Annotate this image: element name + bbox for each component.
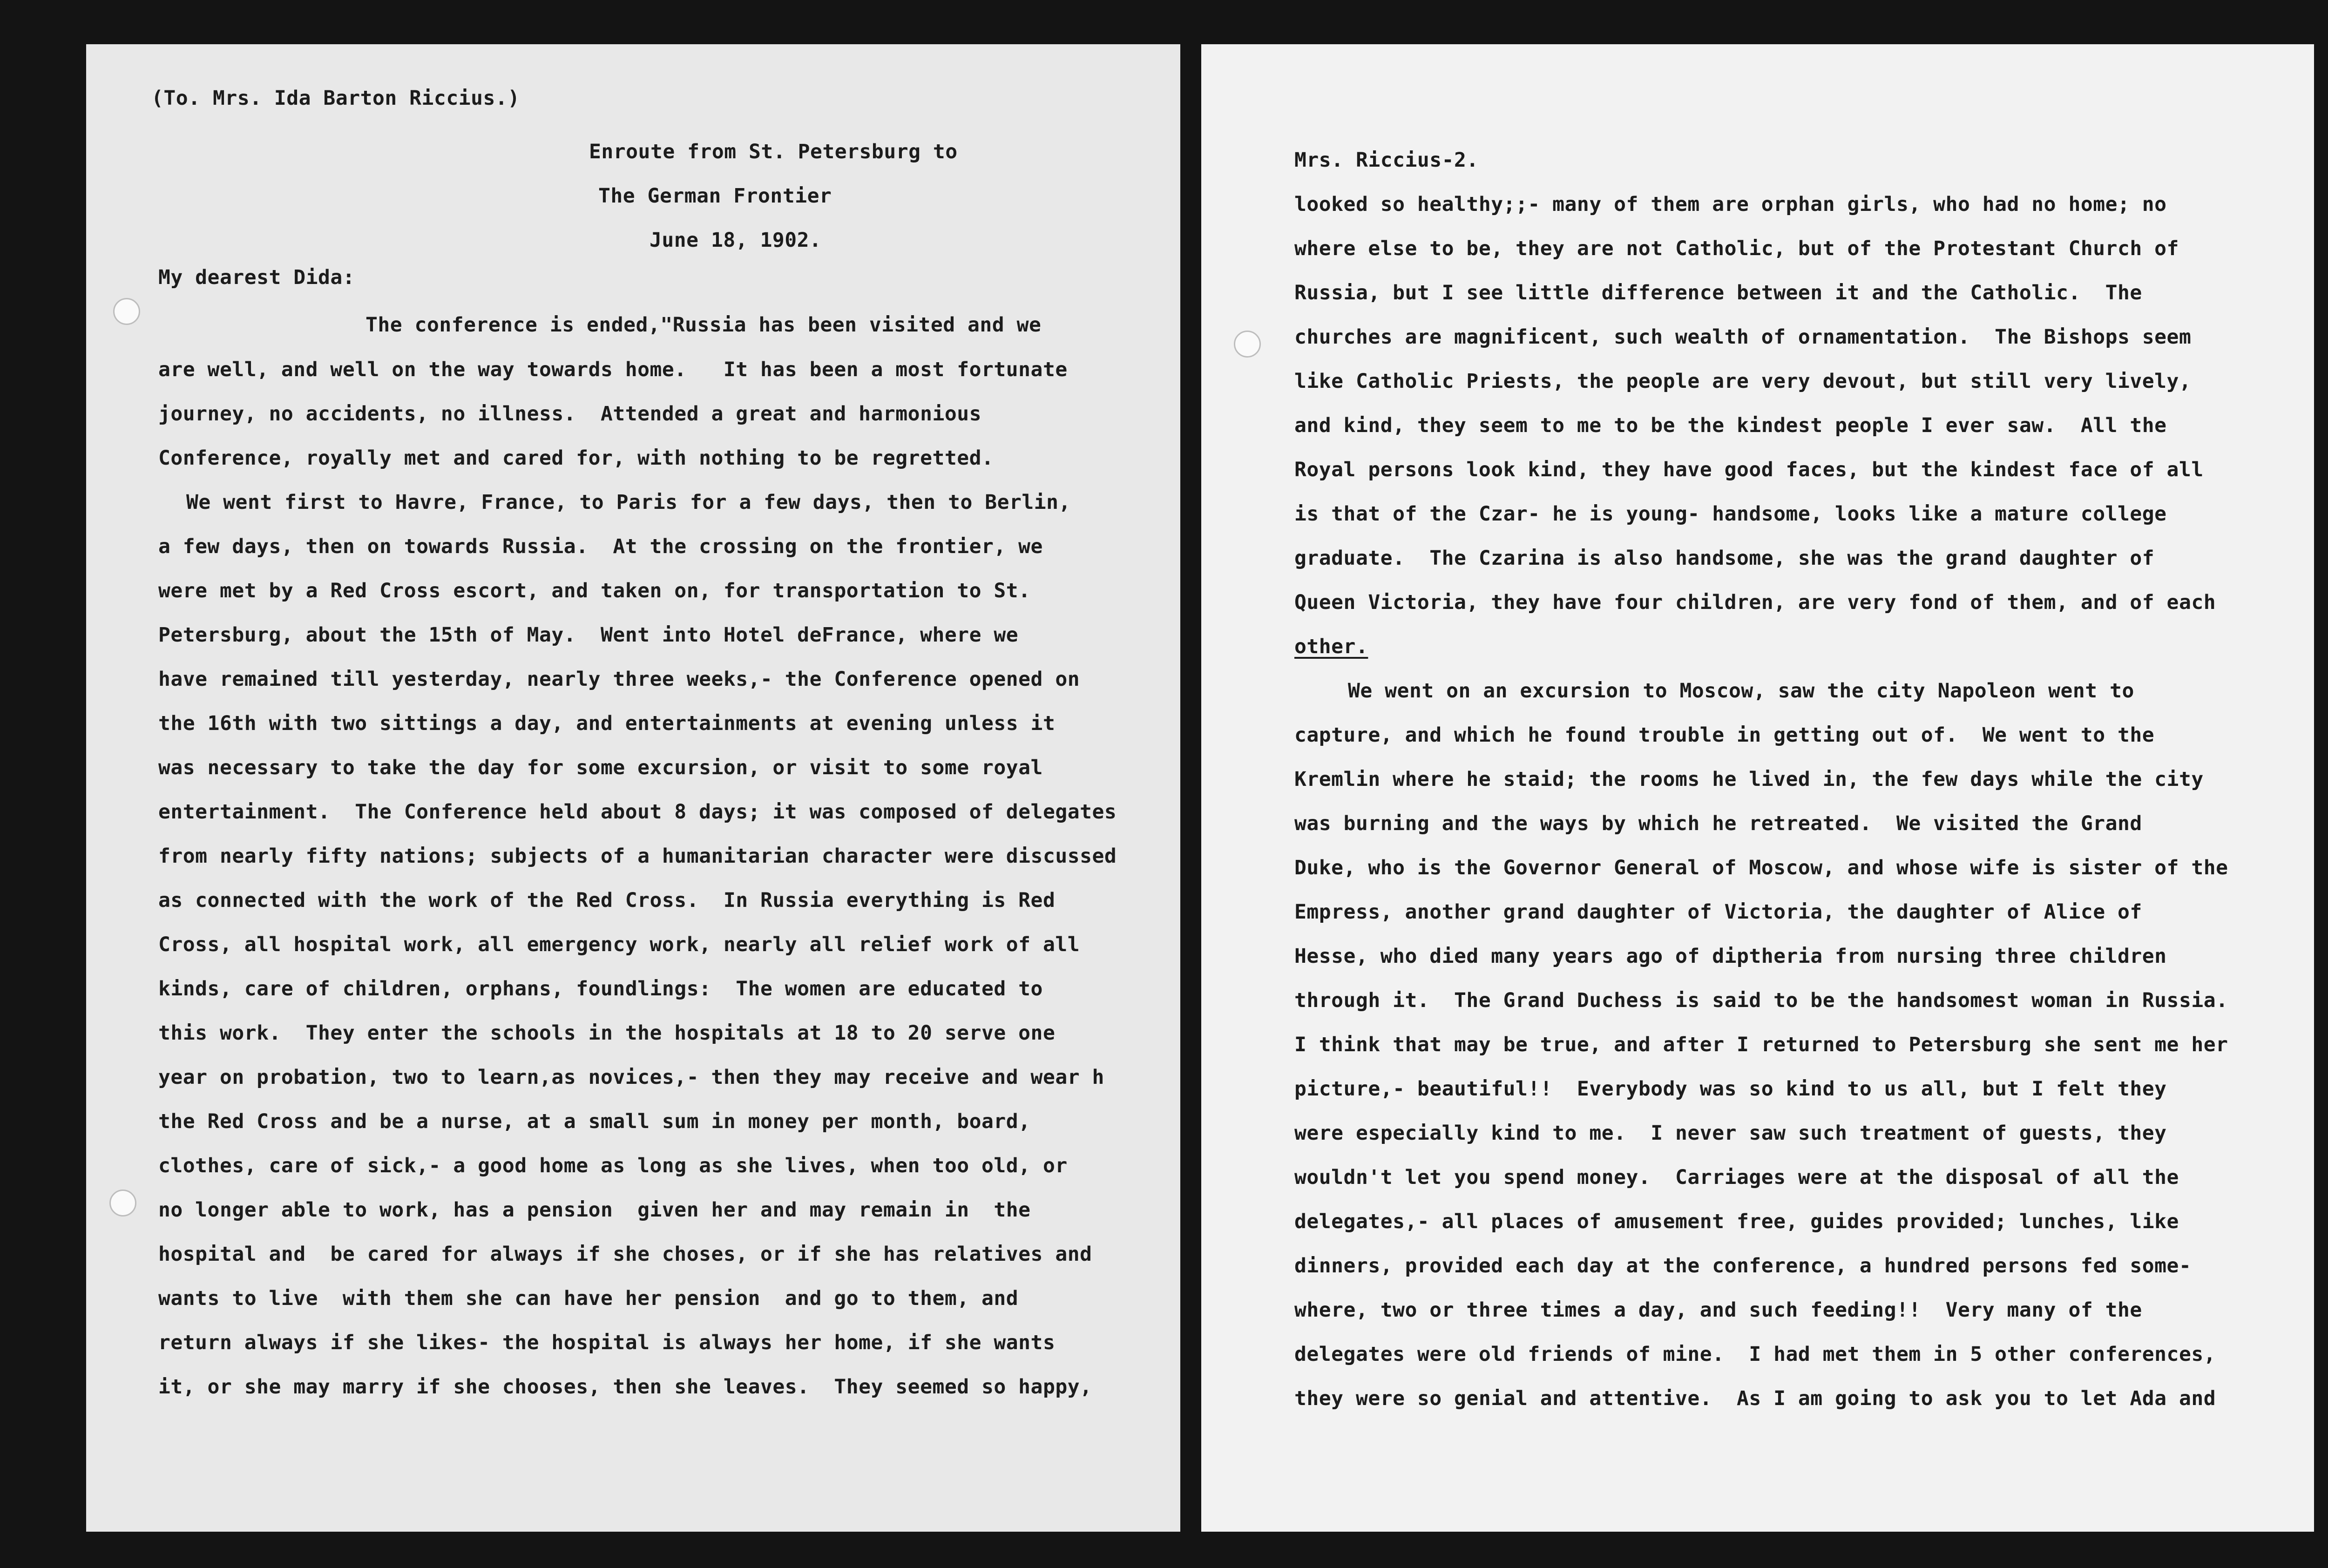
body-line: Russia, but I see little difference between it and the Catholic. The [1294, 281, 2142, 304]
body-line: return always if she likes- the hospital is always her home, if she wants [158, 1331, 1056, 1354]
salutation: My dearest Dida: [158, 266, 355, 289]
body-line: this work. They enter the schools in the hospitals at 18 to 20 serve one [158, 1021, 1056, 1045]
body-line: delegates were old friends of mine. I had met them in 5 other conferences, [1294, 1343, 2216, 1366]
body-line: the 16th with two sittings a day, and entertainments at evening unless it [158, 712, 1056, 735]
body-line: have remained till yesterday, nearly three weeks,- the Conference opened on [158, 668, 1080, 691]
body-line: hospital and be cared for always if she choses, or if she has relatives and [158, 1243, 1092, 1266]
body-line: they were so genial and attentive. As I am going to ask you to let Ada and [1294, 1387, 2216, 1410]
body-line: through it. The Grand Duchess is said to be the handsomest woman in Russia. [1294, 989, 2228, 1012]
body-line: Cross, all hospital work, all emergency work, nearly all relief work of all [158, 933, 1080, 956]
dateline-1: Enroute from St. Petersburg to [589, 140, 958, 163]
body-line: delegates,- all places of amusement free, guides provided; lunches, like [1294, 1210, 2179, 1233]
body-line: as connected with the work of the Red Cross. In Russia everything is Red [158, 889, 1056, 912]
body-line: clothes, care of sick,- a good home as long as she lives, when too old, or [158, 1154, 1068, 1177]
dateline-3: June 18, 1902. [650, 229, 822, 252]
body-line: Kremlin where he staid; the rooms he lived in, the few days while the city [1294, 768, 2204, 791]
dateline-2: The German Frontier [598, 184, 832, 208]
body-line: capture, and which he found trouble in getting out of. We went to the [1294, 723, 2155, 747]
body-line: like Catholic Priests, the people are very devout, but still very lively, [1294, 370, 2192, 393]
body-line: was necessary to take the day for some excursion, or visit to some royal [158, 756, 1043, 779]
body-line: looked so healthy;;- many of them are orphan girls, who had no home; no [1294, 193, 2167, 216]
body-line: The conference is ended,"Russia has been visited and we [365, 313, 1042, 337]
punch-hole [1234, 331, 1261, 358]
body-line: it, or she may marry if she chooses, then she leaves. They seemed so happy, [158, 1375, 1092, 1399]
body-line: graduate. The Czarina is also handsome, she was the grand daughter of [1294, 547, 2155, 570]
body-line: Conference, royally met and cared for, with nothing to be regretted. [158, 446, 994, 470]
body-line: We went on an excursion to Moscow, saw the city Napoleon went to [1348, 679, 2134, 703]
body-line: and kind, they seem to me to be the kindest people I ever saw. All the [1294, 414, 2167, 437]
body-line: wants to live with them she can have her pension and go to them, and [158, 1287, 1019, 1310]
body-line: were especially kind to me. I never saw such treatment of guests, they [1294, 1122, 2167, 1145]
body-line: kinds, care of children, orphans, foundlings: The women are educated to [158, 977, 1043, 1000]
page-gutter [1180, 44, 1201, 1532]
body-line: picture,- beautiful!! Everybody was so kind to us all, but I felt they [1294, 1077, 2167, 1101]
body-line: Queen Victoria, they have four children, are very fond of them, and of each [1294, 591, 2216, 614]
body-line: churches are magnificent, such wealth of ornamentation. The Bishops seem [1294, 325, 2192, 349]
body-line: year on probation, two to learn,as novices,- then they may receive and wear h [158, 1066, 1104, 1089]
body-line: entertainment. The Conference held about 8 days; it was composed of delegates [158, 800, 1117, 824]
body-line: Duke, who is the Governor General of Moscow, and whose wife is sister of the [1294, 856, 2228, 879]
body-line: from nearly fifty nations; subjects of a humanitarian character were discussed [158, 845, 1117, 868]
body-line: journey, no accidents, no illness. Attended a great and harmonious [158, 402, 982, 426]
body-line: the Red Cross and be a nurse, at a small sum in money per month, board, [158, 1110, 1031, 1133]
body-line: Petersburg, about the 15th of May. Went into Hotel deFrance, where we [158, 623, 1019, 647]
body-line: I think that may be true, and after I returned to Petersburg she sent me her [1294, 1033, 2228, 1056]
letter-page-1 [86, 44, 1180, 1532]
body-line: was burning and the ways by which he retreated. We visited the Grand [1294, 812, 2142, 835]
recipient-line: (To. Mrs. Ida Barton Riccius.) [151, 87, 520, 110]
page-header: Mrs. Riccius-2. [1294, 149, 1479, 172]
body-line: where, two or three times a day, and such feeding!! Very many of the [1294, 1298, 2142, 1322]
letter-page-2 [1201, 44, 2314, 1532]
body-line: is that of the Czar- he is young- handsome, looks like a mature college [1294, 502, 2167, 526]
body-line: dinners, provided each day at the conference, a hundred persons fed some- [1294, 1254, 2192, 1277]
punch-hole [113, 298, 140, 325]
body-line: wouldn't let you spend money. Carriages were at the disposal of all the [1294, 1166, 2179, 1189]
body-line: We went first to Havre, France, to Paris for a few days, then to Berlin, [186, 491, 1071, 514]
body-line: no longer able to work, has a pension given her and may remain in the [158, 1198, 1031, 1222]
body-line: a few days, then on towards Russia. At the crossing on the frontier, we [158, 535, 1043, 558]
body-line: Empress, another grand daughter of Victoria, the daughter of Alice of [1294, 900, 2142, 924]
punch-hole [109, 1190, 136, 1217]
body-line: were met by a Red Cross escort, and taken on, for transportation to St. [158, 579, 1031, 602]
body-line: Royal persons look kind, they have good faces, but the kindest face of all [1294, 458, 2204, 481]
body-line: other. [1294, 635, 1368, 658]
body-line: are well, and well on the way towards home. It has been a most fortunate [158, 358, 1068, 381]
body-line: where else to be, they are not Catholic, but of the Protestant Church of [1294, 237, 2179, 260]
body-line: Hesse, who died many years ago of diptheria from nursing three children [1294, 945, 2167, 968]
